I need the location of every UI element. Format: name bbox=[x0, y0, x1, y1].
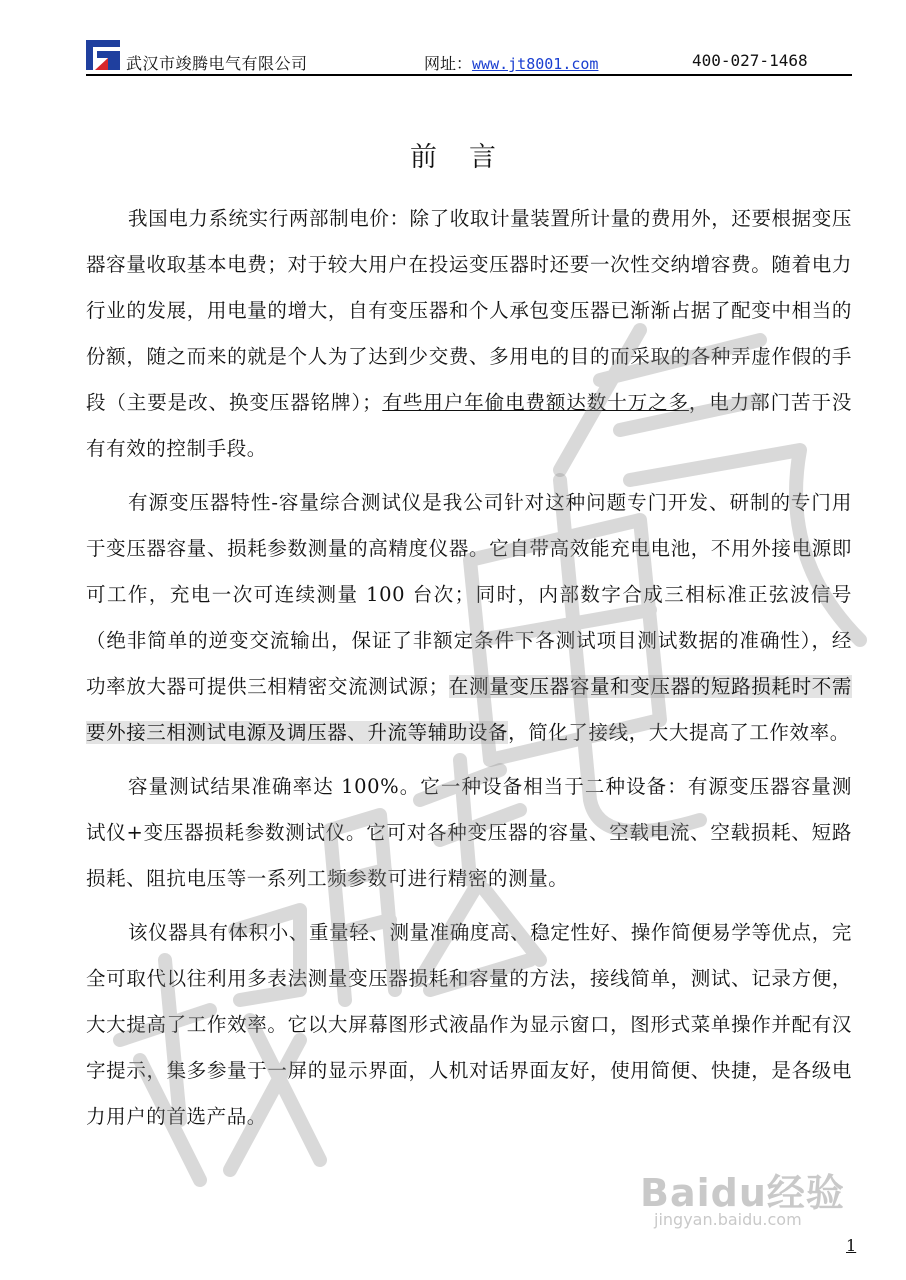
page-number: 1 bbox=[846, 1236, 857, 1255]
paragraph-2 bbox=[86, 480, 852, 756]
website-label: 网址： bbox=[424, 54, 473, 73]
header-divider bbox=[86, 74, 852, 76]
highlighted-phrase: 在测量变压器容量和变压器的短路损耗时不需要外接三相测试电源及调压器、升流等辅助设备 bbox=[86, 675, 852, 744]
paragraph-1 bbox=[86, 196, 852, 472]
page-title: 前言 bbox=[410, 142, 528, 173]
paragraph-1-text: 我国电力系统实行两部制电价：除了收取计量装置所计量的费用外，还要根据变压器容量收取基本电费；对于较大用户在投运变压器时还要一次性交纳增容费。随着电力行业的发展，用电量的增大，自有变压器和个人承包变压器已渐渐占据了配变中相当的份额，随之而来的就是个人为了达到少交费、多用电的目的而采取的各种弄虚作假的手段（主要是改、换变压器铭牌）； bbox=[86, 207, 852, 414]
document-body bbox=[86, 196, 852, 1140]
website-link[interactable]: www.jt8001.com bbox=[472, 55, 599, 73]
paragraph-4: 该仪器具有体积小、重量轻、测量准确度高、稳定性好、操作简便易学等优点，完全可取代以往利用多表法测量变压器损耗和容量的方法，接线简单，测试、记录方便，大大提高了工作效率。它以大屏幕图形式液晶作为显示窗口，图形式菜单操作并配有汉字提示，集多参量于一屏的显示界面，人机对话界面友好，使用简便、快捷，是各级电力用户的首选产品。 bbox=[86, 921, 852, 1128]
phone-number: 400-027-1468 bbox=[692, 51, 808, 70]
page-header bbox=[86, 38, 852, 76]
baidu-logo: Baidu经验 bbox=[640, 1171, 845, 1215]
baidu-url: jingyan.baidu.com bbox=[654, 1210, 802, 1229]
company-logo bbox=[86, 40, 120, 70]
company-name: 武汉市竣腾电气有限公司 bbox=[126, 54, 308, 73]
paragraph-2-tail: ，简化了接线，大大提高了工作效率。 bbox=[508, 721, 850, 744]
paragraph-2-text: 有源变压器特性-容量综合测试仪是我公司针对这种问题专门开发、研制的专门用于变压器容量、损耗参数测量的高精度仪器。它自带高效能充电电池，不用外接电源即可工作，充电一次可连续测量 100 台次；同时，内部数字合成三相标准正弦波信号（绝非简单的逆变交流输出，保证了非额定条件下各测试项目测试数据的准确性），经功率放大器可提供三相精密交流测试源； bbox=[86, 491, 852, 698]
paragraph-1-tail: ，电力部门苦于没有有效的控制手段。 bbox=[86, 391, 852, 460]
underlined-phrase: 有些用户年偷电费额达数十万之多 bbox=[382, 391, 689, 414]
baidu-watermark bbox=[640, 1162, 860, 1242]
paragraph-3: 容量测试结果准确率达 100%。它一种设备相当于二种设备：有源变压器容量测试仪+变压器损耗参数测试仪。它可对各种变压器的容量、空载电流、空载损耗、短路损耗、阻抗电压等一系列工频参数可进行精密的测量。 bbox=[86, 775, 852, 890]
website bbox=[424, 51, 598, 74]
